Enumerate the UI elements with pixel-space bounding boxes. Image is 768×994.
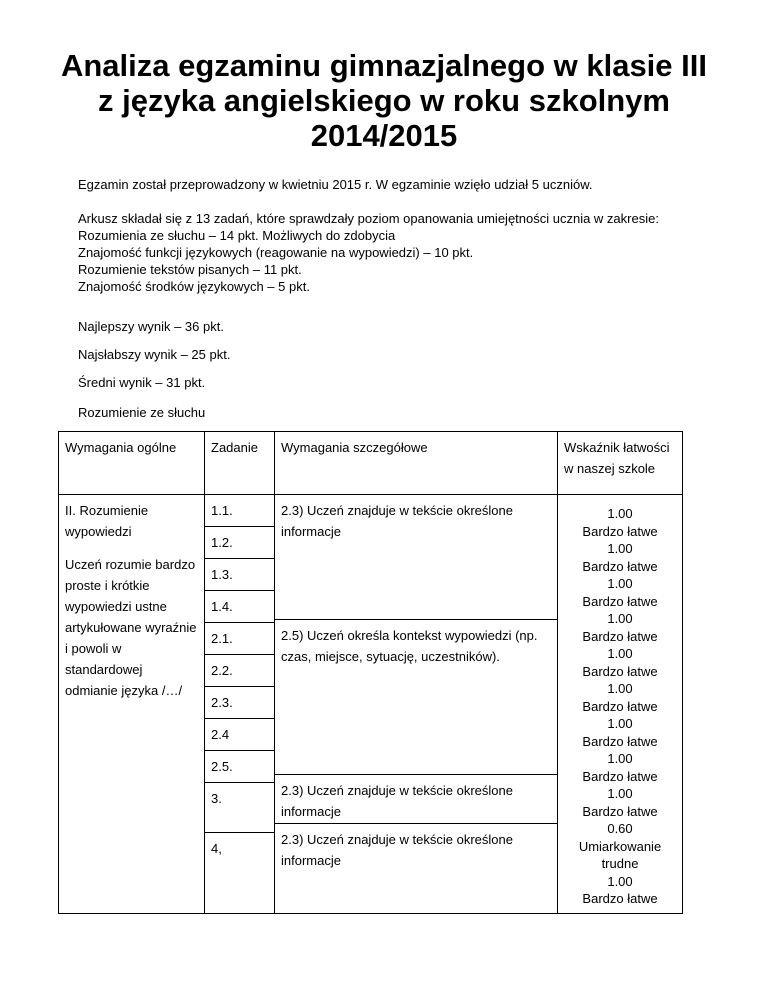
index-label: Bardzo łatwe [582, 803, 658, 819]
intro-paragraph: Egzamin został przeprowadzony w kwietniu 2015 r. W egzaminie wzięło udział 5 uczniów. [78, 177, 593, 192]
index-value: 1.00 [607, 751, 633, 766]
header-general: Wymagania ogólne [59, 432, 205, 495]
task-list [205, 495, 274, 883]
index-value: 1.00 [607, 541, 633, 556]
index-label: Bardzo łatwe [582, 768, 658, 784]
index-value: 1.00 [607, 646, 633, 661]
task-item: 1.3. [205, 559, 274, 591]
detailed-req-c: 2.3) Uczeń znajduje w tekście określone informacje [275, 774, 557, 823]
index-column [558, 495, 683, 914]
detailed-req-a: 2.3) Uczeń znajduje w tekście określone informacje [281, 503, 513, 539]
header-row [59, 432, 683, 495]
general-title: II. Rozumienie wypowiedzi [65, 503, 149, 539]
index-value: 1.00 [607, 873, 633, 889]
index-label: Bardzo łatwe [582, 593, 658, 609]
index-value: 1.00 [607, 506, 633, 521]
task-item: 2.2. [205, 655, 274, 687]
average-result: Średni wynik – 31 pkt. [78, 375, 206, 390]
header-detailed: Wymagania szczegółowe [275, 432, 558, 495]
document-title [60, 48, 708, 153]
header-task: Zadanie [205, 432, 275, 495]
body-row [59, 495, 683, 914]
general-requirements [59, 495, 205, 914]
index-value: 1.00 [607, 786, 633, 801]
detailed-req-b: 2.5) Uczeń określa kontekst wypowiedzi (np. czas, miejsce, sytuację, uczestników). [275, 619, 557, 774]
index-label: Bardzo łatwe [582, 891, 658, 906]
task-item: 2.5. [205, 751, 274, 783]
index-label: Bardzo łatwe [582, 523, 658, 539]
title-line-1: Analiza egzaminu gimnazjalnego w klasie III [60, 48, 707, 83]
arkusz-line-4: Rozumienie tekstów pisanych – 11 pkt. [78, 262, 302, 277]
task-item: 1.4. [205, 591, 274, 623]
arkusz-line-2: Rozumienia ze słuchu – 14 pkt. Możliwych do zdobycia [78, 228, 396, 243]
index-label: Bardzo łatwe [582, 698, 658, 714]
title-line-3: 2014/2015 [310, 118, 458, 153]
detailed-requirements [275, 495, 558, 914]
arkusz-line-1: Arkusz składał się z 13 zadań, które sprawdzały poziom opanowania umiejętności ucznia w zakresie: [78, 211, 659, 226]
index-value: 1.00 [607, 681, 633, 696]
general-description: Uczeń rozumie bardzo proste i krótkie wypowiedzi ustne artykułowane wyraźnie i powoli w standardowej odmianie języka /…/ [65, 557, 197, 698]
index-label: Bardzo łatwe [582, 628, 658, 644]
index-value: 0.60 [607, 821, 633, 836]
task-item: 2.4 [205, 719, 274, 751]
header-index: Wskaźnik łatwości w naszej szkole [558, 432, 683, 495]
detailed-req-d: 2.3) Uczeń znajduje w tekście określone informacje [275, 823, 557, 873]
index-label: Bardzo łatwe [582, 663, 658, 679]
index-value: 1.00 [607, 576, 633, 591]
requirements-table [58, 431, 683, 914]
index-label: Bardzo łatwe [582, 733, 658, 749]
task-column [205, 495, 275, 914]
task-item: 2.3. [205, 687, 274, 719]
best-result: Najlepszy wynik – 36 pkt. [78, 319, 224, 334]
section-title: Rozumienie ze słuchu [78, 405, 206, 420]
index-label: trudne [601, 856, 639, 871]
task-item: 1.2. [205, 527, 274, 559]
worst-result: Najsłabszy wynik – 25 pkt. [78, 347, 231, 362]
index-label: Bardzo łatwe [582, 558, 658, 574]
task-item: 4, [211, 841, 222, 856]
task-item: 2.1. [205, 623, 274, 655]
index-value: 1.00 [607, 716, 633, 731]
task-item: 1.1. [205, 495, 274, 527]
title-line-2: z języka angielskiego w roku szkolnym [98, 83, 670, 118]
arkusz-line-3: Znajomość funkcji językowych (reagowanie na wypowiedzi) – 10 pkt. [78, 245, 474, 260]
index-label: Umiarkowanie [578, 838, 662, 854]
task-item: 3. [205, 783, 274, 833]
arkusz-line-5: Znajomość środków językowych – 5 pkt. [78, 279, 310, 294]
index-value: 1.00 [607, 611, 633, 626]
